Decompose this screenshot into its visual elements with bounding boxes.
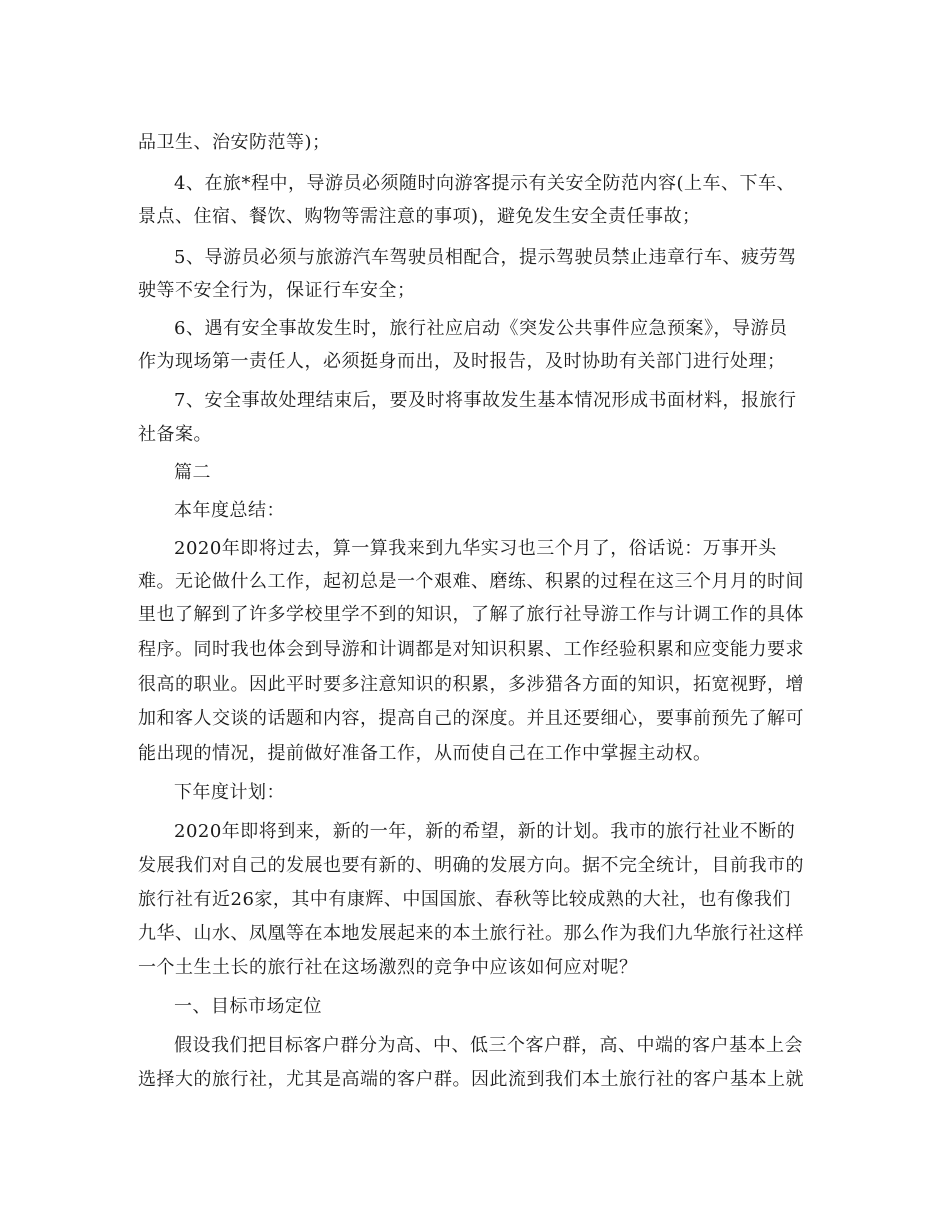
text-line: 驶等不安全行为，保证行车安全；	[138, 280, 416, 301]
text-line: 5、导游员必须与旅游汽车驾驶员相配合，提示驾驶员禁止违章行车、疲劳驾	[174, 247, 797, 268]
subsection-heading: 下年度计划：	[174, 782, 285, 803]
text-line: 九华、山水、凤凰等在本地发展起来的本土旅行社。那么作为我们九华旅行社这样	[138, 923, 804, 944]
text-line: 社备案。	[138, 424, 212, 445]
text-line: 一个土生土长的旅行社在这场激烈的竞争中应该如何应对呢？	[138, 957, 638, 978]
text-line: 旅行社有近26家，其中有康辉、中国国旅、春秋等比较成熟的大社，也有像我们	[138, 889, 791, 910]
subsection-heading: 一、目标市场定位	[174, 996, 322, 1017]
text-line: 选择大的旅行社，尤其是高端的客户群。因此流到我们本土旅行社的客户基本上就	[138, 1069, 804, 1090]
text-line: 7、安全事故处理结束后，要及时将事故发生基本情况形成书面材料，报旅行	[174, 390, 797, 411]
text-line: 发展我们对自己的发展也要有新的、明确的发展方向。据不完全统计，目前我市的	[138, 855, 804, 876]
text-line: 4、在旅*程中，导游员必须随时向游客提示有关安全防范内容(上车、下车、	[174, 173, 795, 194]
text-line: 假设我们把目标客户群分为高、中、低三个客户群，高、中端的客户基本上会	[174, 1035, 803, 1056]
text-line: 品卫生、治安防范等)；	[138, 132, 331, 153]
text-line: 2020年即将到来，新的一年，新的希望，新的计划。我市的旅行社业不断的	[174, 821, 796, 842]
text-line: 加和客人交谈的话题和内容，提高自己的深度。并且还要细心，要事前预先了解可	[138, 708, 804, 729]
text-line: 很高的职业。因此平时要多注意知识的积累，多涉猎各方面的知识，拓宽视野，增	[138, 674, 804, 695]
text-line: 里也了解到了许多学校里学不到的知识，了解了旅行社导游工作与计调工作的具体	[138, 604, 804, 625]
text-line: 2020年即将过去，算一算我来到九华实习也三个月了，俗话说：万事开头	[174, 538, 777, 559]
text-line: 程序。同时我也体会到导游和计调都是对知识积累、工作经验积累和应变能力要求	[138, 639, 804, 660]
text-line: 作为现场第一责任人，必须挺身而出，及时报告，及时协助有关部门进行处理；	[138, 351, 786, 372]
section-heading: 篇二	[174, 462, 211, 483]
subsection-heading: 本年度总结：	[174, 500, 285, 521]
text-line: 6、遇有安全事故发生时，旅行社应启动《突发公共事件应急预案》，导游员	[174, 318, 788, 339]
text-line: 难。无论做什么工作，起初总是一个艰难、磨练、积累的过程在这三个月月的时间	[138, 571, 804, 592]
text-line: 景点、住宿、餐饮、购物等需注意的事项)，避免发生安全责任事故；	[138, 206, 701, 227]
text-line: 能出现的情况，提前做好准备工作，从而使自己在工作中掌握主动权。	[138, 743, 712, 764]
